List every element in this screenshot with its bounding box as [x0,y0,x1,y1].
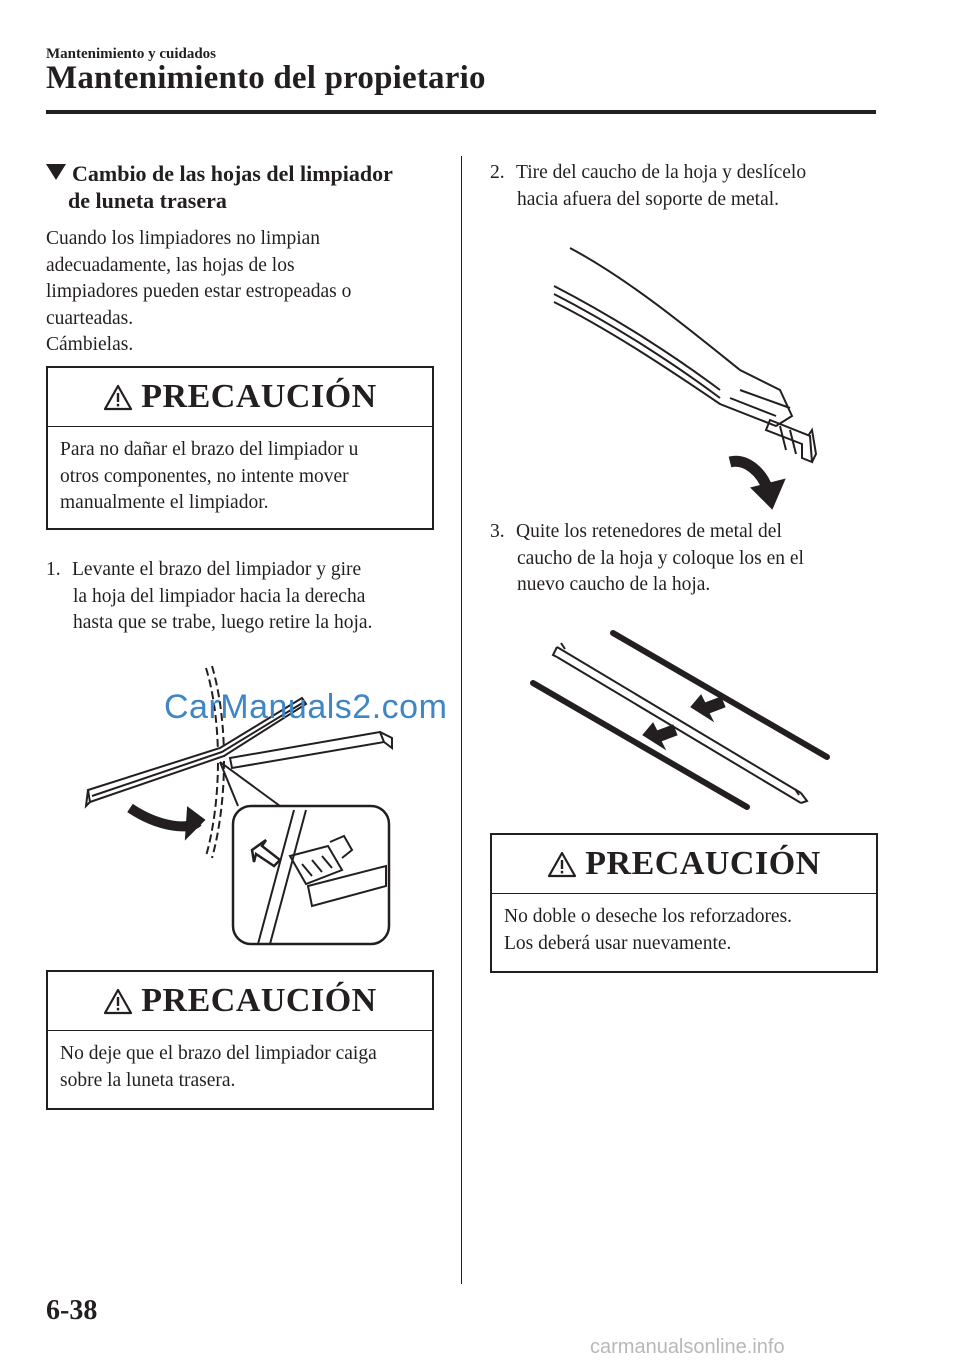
caution-heading [492,835,876,894]
intro-line: Cámbielas. [46,334,134,355]
caution-box [46,366,434,530]
step-3 [490,519,890,599]
caution-box [490,833,878,973]
caution-text [492,894,876,957]
step-line: Quite los retenedores de metal del [516,521,782,542]
step-line: nuevo caucho de la hoja. [517,574,711,595]
section-title-line2: de luneta trasera [68,188,227,213]
caution-line: Para no dañar el brazo del limpiador u [60,439,359,460]
section-marker-icon [46,164,66,180]
caution-heading-text: PRECAUCIÓN [585,845,821,882]
caution-heading [48,368,432,427]
intro-line: adecuadamente, las hojas de los [46,254,295,276]
caution-line: otros componentes, no intente mover [60,465,349,487]
caution-line: Los deberá usar nuevamente. [504,932,732,954]
section-title-line1: Cambio de las hojas del limpiador [72,161,393,186]
caution-heading [48,972,432,1031]
step-line: caucho de la hoja y coloque los en el [517,547,804,569]
warning-triangle-icon [103,384,133,411]
caution-box [46,970,434,1110]
page-number: 6-38 [46,1295,98,1326]
chapter-label: Mantenimiento y cuidados [46,46,217,62]
step-line: Levante el brazo del limpiador y gire [72,559,362,580]
caution-heading-text: PRECAUCIÓN [141,378,377,415]
page-title: Mantenimiento del propietario [46,60,486,96]
caution-text [48,1031,432,1094]
step-line: la hoja del limpiador hacia la derecha [73,585,366,607]
step-number: 3. [490,521,505,542]
section-title [46,160,441,214]
watermark: CarManuals2.com [164,688,448,726]
warning-triangle-icon [103,988,133,1015]
header-rule [46,110,876,114]
step-line: Tire del caucho de la hoja y deslícelo [516,162,807,183]
caution-line: No doble o deseche los reforzadores. [504,906,793,927]
caution-text [48,427,432,517]
column-divider [461,156,462,1284]
caution-heading-text: PRECAUCIÓN [141,982,377,1019]
footer-watermark: carmanualsonline.info [590,1336,785,1358]
caution-line: No deje que el brazo del limpiador caiga [60,1043,377,1064]
intro-line: limpiadores pueden estar estropeadas o [46,281,352,302]
intro-paragraph [46,226,436,359]
step-number: 1. [46,559,61,580]
retainers-illustration [525,625,840,810]
intro-line: cuarteadas. [46,307,134,329]
caution-line: sobre la luneta trasera. [60,1069,236,1091]
step-line: hacia afuera del soporte de metal. [517,188,780,210]
step-number: 2. [490,162,505,183]
blade-rubber-illustration [540,240,830,515]
intro-line: Cuando los limpiadores no limpian [46,228,321,249]
step-1 [46,557,446,637]
step-2 [490,160,890,213]
warning-triangle-icon [547,851,577,878]
caution-line: manualmente el limpiador. [60,492,269,513]
step-line: hasta que se trabe, luego retire la hoja. [73,612,373,633]
